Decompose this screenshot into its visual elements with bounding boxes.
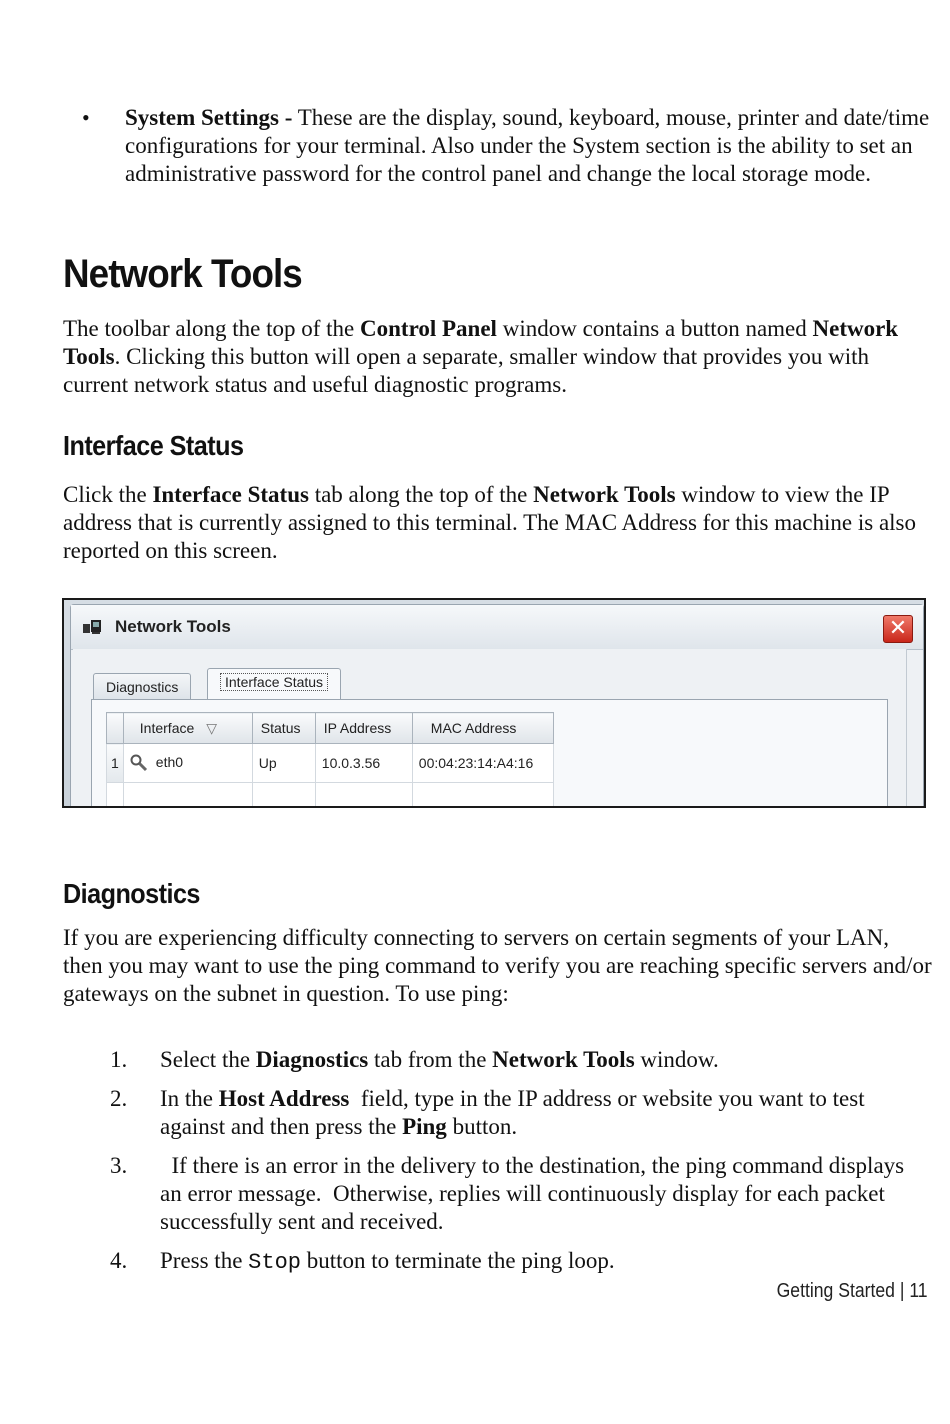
network-tools-window — [70, 604, 924, 808]
empty-cell — [315, 783, 412, 809]
page-footer: Getting Started | 11 — [776, 1280, 928, 1302]
text-run: Click the — [63, 482, 153, 507]
text-run: Press the — [160, 1248, 249, 1273]
empty-cell — [123, 783, 252, 809]
text-run: field, type in the IP address or website you want to test against and then press the — [160, 1086, 871, 1139]
text-run: window to view the IP address that is currently assigned to this terminal. The MAC Address for this machine is also reported on this screen. — [63, 482, 916, 563]
cell-mac-address: 00:04:23:14:A4:16 — [412, 744, 553, 783]
tab-diagnostics[interactable]: Diagnostics — [93, 673, 191, 700]
list-item — [110, 1152, 930, 1236]
network-tools-screenshot — [62, 598, 926, 808]
empty-cell — [252, 783, 315, 809]
bullet-term: System Settings - — [125, 105, 293, 130]
window-titlebar[interactable] — [71, 605, 923, 650]
bold-interface-status: Interface Status — [152, 482, 309, 507]
heading-interface-status: Interface Status — [63, 430, 244, 461]
column-header-interface[interactable] — [123, 713, 252, 744]
sort-desc-icon: ▽ — [206, 719, 218, 736]
cell-status: Up — [252, 744, 315, 783]
empty-cell — [107, 783, 124, 809]
text-run: Select the — [160, 1047, 256, 1072]
column-header-status[interactable]: Status — [252, 713, 315, 744]
bold-network-tools: Network Tools — [492, 1047, 635, 1072]
bullet-item-system-settings — [82, 104, 932, 188]
row-number-header — [107, 713, 124, 744]
list-item — [110, 1085, 930, 1141]
bold-network-tools: Network Tools — [63, 316, 899, 369]
code-stop: Stop — [248, 1250, 301, 1275]
empty-row — [107, 783, 554, 809]
text-run: button. — [446, 1114, 518, 1139]
text-run: window. — [634, 1047, 719, 1072]
list-text — [160, 1247, 930, 1277]
network-probe-icon — [130, 754, 148, 772]
list-number: 1. — [110, 1047, 128, 1072]
bold-network-tools: Network Tools — [533, 482, 676, 507]
bold-control-panel: Control Panel — [360, 316, 497, 341]
text-run: The toolbar along the top of the — [63, 316, 361, 341]
interface-table — [106, 712, 554, 808]
list-number: 4. — [110, 1248, 128, 1273]
column-header-mac-address[interactable]: MAC Address — [412, 713, 553, 744]
paragraph-interface-status — [63, 481, 933, 565]
bold-ping: Ping — [402, 1114, 447, 1139]
text-run: button to terminate the ping loop. — [300, 1248, 615, 1273]
table-row[interactable] — [107, 744, 554, 783]
list-number: 3. — [110, 1153, 128, 1178]
text-run: . Clicking this button will open a separate, smaller window that provides you with current network status and useful diagnostic programs. — [63, 344, 869, 397]
bullet-dot: • — [82, 105, 90, 130]
heading-diagnostics: Diagnostics — [63, 878, 200, 909]
paragraph-network-tools — [63, 315, 933, 399]
bold-host-address: Host Address — [218, 1086, 350, 1111]
bold-diagnostics: Diagnostics — [255, 1047, 369, 1072]
tab-label: Interface Status — [220, 673, 328, 691]
row-number: 1 — [107, 744, 124, 783]
list-text — [160, 1046, 930, 1074]
bullet-description: These are the display, sound, keyboard, mouse, printer and date/time configurations for your terminal. Also under the System section is the ability to set an administrative password for the control panel and change the local storage mode. — [125, 105, 930, 186]
interface-name: eth0 — [155, 753, 184, 770]
tab-interface-status[interactable] — [207, 668, 341, 701]
network-computers-icon — [83, 619, 103, 635]
heading-network-tools: Network Tools — [63, 252, 302, 296]
window-content — [73, 649, 907, 808]
cell-ip-address: 10.0.3.56 — [315, 744, 412, 783]
column-label: Interface — [139, 719, 195, 736]
bullet-text — [125, 104, 932, 188]
paragraph-diagnostics-intro: If you are experiencing difficulty connecting to servers on certain segments of your LAN, then you may want to use the ping command to verify you are reaching specific servers and/or gateways on the subnet in question. To use ping: — [63, 925, 932, 1006]
text-run: window contains a button named — [496, 316, 813, 341]
list-item — [110, 1247, 930, 1277]
empty-cell — [412, 783, 553, 809]
interface-status-panel — [91, 699, 888, 808]
cell-interface — [123, 744, 252, 783]
column-header-ip-address[interactable]: IP Address — [315, 713, 412, 744]
list-text: If there is an error in the delivery to the destination, the ping command displays an error message. Otherwise, replies will continuously display for each packet successfully sent and received. — [160, 1153, 910, 1234]
close-button[interactable]: ✕ — [883, 615, 913, 643]
text-run: In the — [160, 1086, 219, 1111]
list-number: 2. — [110, 1086, 128, 1111]
table-header-row — [107, 713, 554, 744]
list-text — [160, 1085, 930, 1141]
text-run: tab from the — [368, 1047, 493, 1072]
list-item — [110, 1046, 930, 1074]
window-title: Network Tools — [115, 617, 231, 636]
text-run: tab along the top of the — [308, 482, 534, 507]
